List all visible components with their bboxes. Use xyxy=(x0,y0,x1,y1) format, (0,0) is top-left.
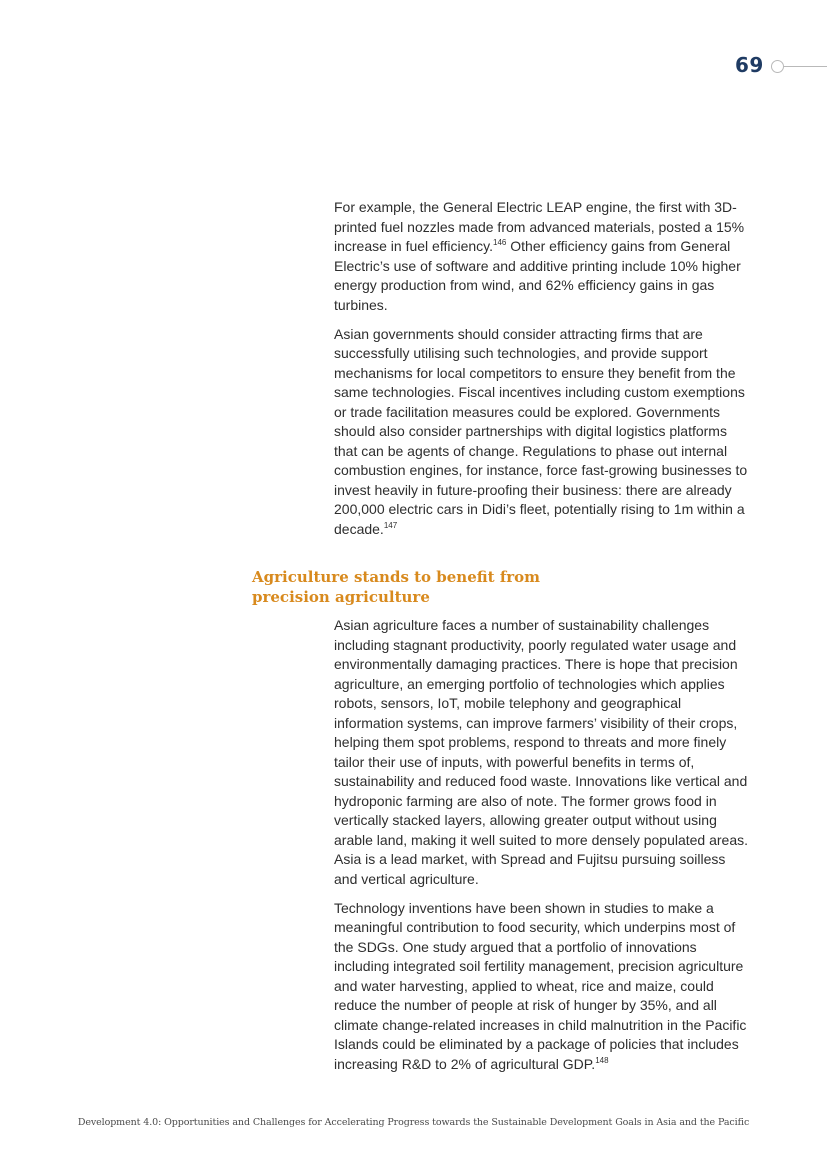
footnote-ref: 146 xyxy=(493,238,507,247)
section-heading-line: precision agriculture xyxy=(252,587,430,606)
paragraph-text: Technology inventions have been shown in studies to make a meaningful contribution to food security, which underpins most of the SDGs. One study argued that a portfolio of innovations including integrated soil fertility management, precision agriculture and water harvesting, applied to wheat, rice and maize, could reduce the number of people at risk of hunger by 35%, and all climate change-related increases in child malnutrition in the Pacific Islands could be eliminated by a package of policies that includes increasing R&D to 2% of agricultural GDP. xyxy=(334,899,747,1072)
body-section-agriculture xyxy=(334,616,749,1084)
page-marker-circle xyxy=(771,60,784,73)
paragraph xyxy=(334,616,749,889)
paragraph-text: Asian agriculture faces a number of sustainability challenges including stagnant productivity, poorly regulated water usage and environmentally damaging practices. There is hope that precision agriculture, an emerging portfolio of technologies which applies robots, sensors, IoT, mobile telephony and geographical information systems, can improve farmers’ visibility of their crops, helping them spot problems, respond to threats and more finely tailor their use of inputs, with powerful benefits in terms of, sustainability and reduced food waste. Innovations like vertical and hydroponic farming are also of note. The former grows food in vertically stacked layers, allowing greater output without using arable land, making it well suited to more densely populated areas. Asia is a lead market, with Spread and Fujitsu pursuing soilless and vertical agriculture. xyxy=(334,617,749,887)
section-heading xyxy=(252,568,552,607)
paragraph xyxy=(334,325,749,540)
body-section-technology xyxy=(334,198,749,549)
paragraph-text: For example, the General Electric LEAP engine, the first with 3D-printed fuel nozzles made from advanced materials, posted a 15% increase in fuel efficiency. xyxy=(334,199,745,254)
paragraph-text: Asian governments should consider attracting firms that are successfully utilising such technologies, and provide support mechanisms for local competitors to ensure they benefit from the same technologies. Fiscal incentives including custom exemptions or trade facilitation measures could be explored. Governments should also consider partnerships with digital logistics platforms that can be agents of change. Regulations to phase out internal combustion engines, for instance, force fast-growing businesses to invest heavily in future-proofing their business: there are already 200,000 electric cars in Didi’s fleet, potentially rising to 1m within a decade. xyxy=(334,325,748,537)
page-marker-line xyxy=(784,66,827,67)
page-number: 69 xyxy=(735,53,764,77)
paragraph xyxy=(334,198,749,315)
paragraph xyxy=(334,899,749,1075)
section-heading-line: Agriculture stands to benefit from xyxy=(252,568,541,586)
paragraph-text: Other efficiency gains from General Electric’s use of software and additive printing include 10% higher energy production from wind, and 62% efficiency gains in gas turbines. xyxy=(334,238,741,313)
footnote-ref: 148 xyxy=(595,1055,609,1065)
footnote-ref: 147 xyxy=(383,520,398,530)
running-footer: Development 4.0: Opportunities and Challenges for Accelerating Progress towards the Sustainable Development Goals in Asia and the Pacific xyxy=(77,1117,750,1128)
